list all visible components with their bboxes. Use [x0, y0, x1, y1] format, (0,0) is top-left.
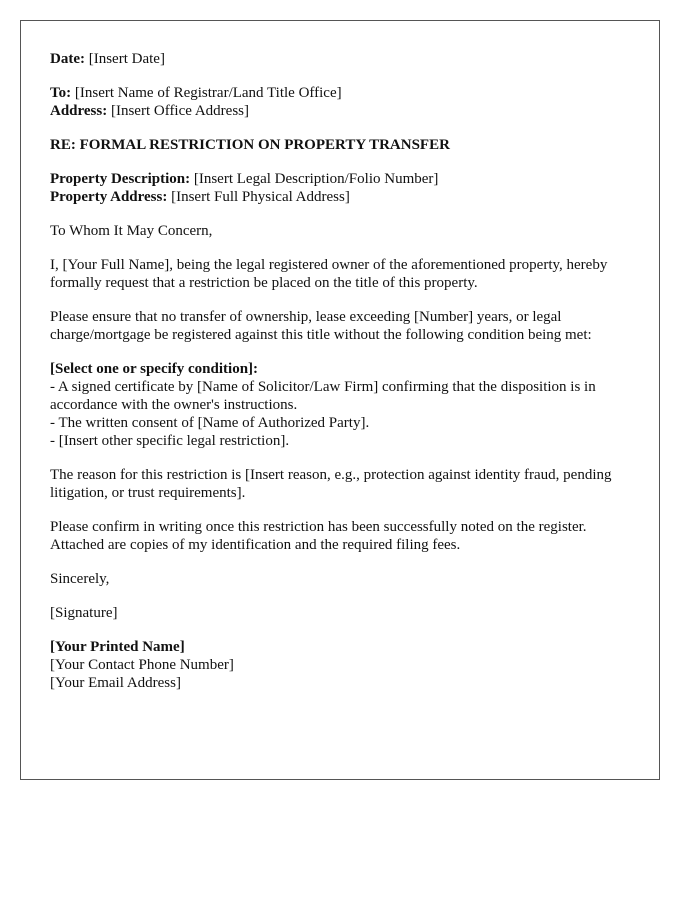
subject-heading: RE: FORMAL RESTRICTION ON PROPERTY TRANSFER: [50, 137, 450, 153]
property-description-value: [Insert Legal Description/Folio Number]: [193, 171, 439, 187]
recipient-address-label: Address:: [50, 103, 108, 119]
condition-item: - A signed certificate by [Name of Solicitor/Law Firm] confirming that the disposition is in accordance with the owner's instructions.: [50, 379, 596, 413]
contact-phone: [Your Contact Phone Number]: [50, 657, 234, 673]
letter-page: [20, 20, 660, 780]
salutation: To Whom It May Concern,: [50, 223, 213, 239]
signature-placeholder: [Signature]: [50, 605, 118, 621]
valediction: Sincerely,: [50, 571, 110, 587]
property-block: [50, 170, 640, 206]
email-address: [Your Email Address]: [50, 675, 181, 691]
property-description-line: [50, 170, 640, 188]
recipient-address-value: [Insert Office Address]: [110, 103, 249, 119]
request-paragraph: Please ensure that no transfer of ownership, lease exceeding [Number] years, or legal charge/mortgage be registered against this title without the following condition being met:: [50, 309, 592, 343]
date-block: [50, 50, 640, 68]
conditions-block: [50, 360, 640, 450]
reason-paragraph: The reason for this restriction is [Insert reason, e.g., protection against identity fraud, pending litigation, or trust requirements].: [50, 467, 612, 501]
property-address-value: [Insert Full Physical Address]: [171, 189, 350, 205]
recipient-to-value: [Insert Name of Registrar/Land Title Office]: [74, 85, 342, 101]
condition-item: - The written consent of [Name of Authorized Party].: [50, 415, 370, 431]
property-address-line: [50, 188, 640, 206]
recipient-address-line: [50, 102, 640, 120]
date-value: [Insert Date]: [88, 51, 165, 67]
property-address-label: Property Address:: [50, 189, 168, 205]
intro-paragraph: I, [Your Full Name], being the legal registered owner of the aforementioned property, hereby formally request that a restriction be placed on the title of this property.: [50, 257, 608, 291]
letter-content: [50, 50, 640, 708]
printed-name: [Your Printed Name]: [50, 639, 185, 655]
conditions-heading: [Select one or specify condition]:: [50, 361, 259, 377]
confirm-paragraph: Please confirm in writing once this restriction has been successfully noted on the register. Attached are copies of my identification and the required filing fees.: [50, 519, 587, 553]
property-description-label: Property Description:: [50, 171, 191, 187]
date-label: Date:: [50, 51, 85, 67]
condition-item: - [Insert other specific legal restriction].: [50, 433, 290, 449]
recipient-to-label: To:: [50, 85, 72, 101]
recipient-block: [50, 84, 640, 120]
sender-details: [50, 638, 640, 692]
recipient-to-line: [50, 84, 640, 102]
date-line: [50, 50, 640, 68]
